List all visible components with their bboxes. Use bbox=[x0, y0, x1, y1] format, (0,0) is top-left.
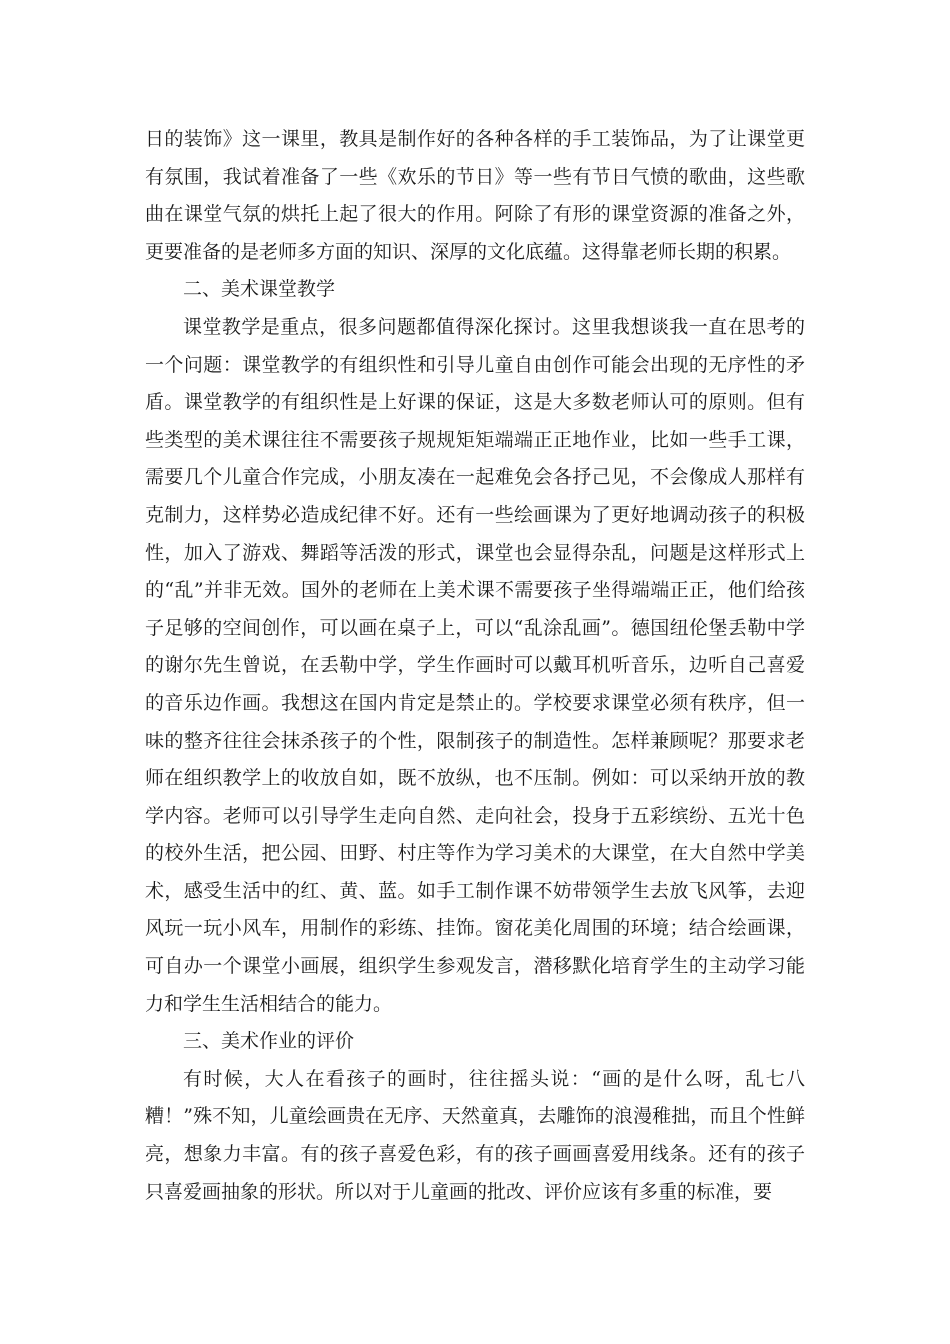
paragraph-homework-evaluation: 有时候，大人在看孩子的画时，往往摇头说：“画的是什么呀，乱七八糟！”殊不知，儿童绘画贵在无序、天然童真，去雕饰的浪漫稚拙，而且个性鲜亮，想象力丰富。有的孩子喜爱色彩，有的孩子画画喜爱用线条。还有的孩子只喜爱画抽象的形状。所以对于儿童画的批改、评价应该有多重的标准，要 bbox=[145, 1067, 805, 1203]
document-body bbox=[145, 121, 805, 1211]
paragraph-continuation: 日的装饰》这一课里，教具是制作好的各种各样的手工装饰品，为了让课堂更有氛围，我试着准备了一些《欢乐的节日》等一些有节日气愤的歌曲，这些歌曲在课堂气氛的烘托上起了很大的作用。阿除了有形的课堂资源的准备之外，更要准备的是老师多方面的知识、深厚的文化底蕴。这得靠老师长期的积累。 bbox=[145, 128, 805, 263]
section-heading-homework-evaluation: 三、美术作业的评价 bbox=[183, 1030, 355, 1053]
paragraph-classroom-teaching: 课堂教学是重点，很多问题都值得深化探讨。这里我想谈我一直在思考的一个问题：课堂教学的有组织性和引导儿童自由创作可能会出现的无序性的矛盾。课堂教学的有组织性是上好课的保证，这是大多数老师认可的原则。但有些类型的美术课往往不需要孩子规规矩矩端端正正地作业，比如一些手工课，需要几个儿童合作完成，小朋友凑在一起难免会各抒己见，不会像成人那样有克制力，这样势必造成纪律不好。还有一些绘画课为了更好地调动孩子的积极性，加入了游戏、舞蹈等活泼的形式，课堂也会显得杂乱，问题是这样形式上的“乱”并非无效。国外的老师在上美术课不需要孩子坐得端端正正，他们给孩子足够的空间创作，可以画在桌子上，可以“乱涂乱画”。德国纽伦堡丢勒中学的谢尔先生曾说，在丢勒中学，学生作画时可以戴耳机听音乐，边听自己喜爱的音乐边作画。我想这在国内肯定是禁止的。学校要求课堂必须有秩序，但一味的整齐往往会抹杀孩子的个性，限制孩子的制造性。怎样兼顾呢？那要求老师在组织教学上的收放自如，既不放纵，也不压制。例如：可以采纳开放的教学内容。老师可以引导学生走向自然、走向社会，投身于五彩缤纷、五光十色的校外生活，把公园、田野、村庄等作为学习美术的大课堂，在大自然中学美术，感受生活中的红、黄、蓝。如手工制作课不妨带领学生去放飞风筝，去迎风玩一玩小风车，用制作的彩练、挂饰。窗花美化周围的环境；结合绘画课，可自办一个课堂小画展，组织学生参观发言，潜移默化培育学生的主动学习能力和学生生活相结合的能力。 bbox=[145, 315, 805, 1015]
section-heading-classroom-teaching: 二、美术课堂教学 bbox=[183, 278, 336, 301]
